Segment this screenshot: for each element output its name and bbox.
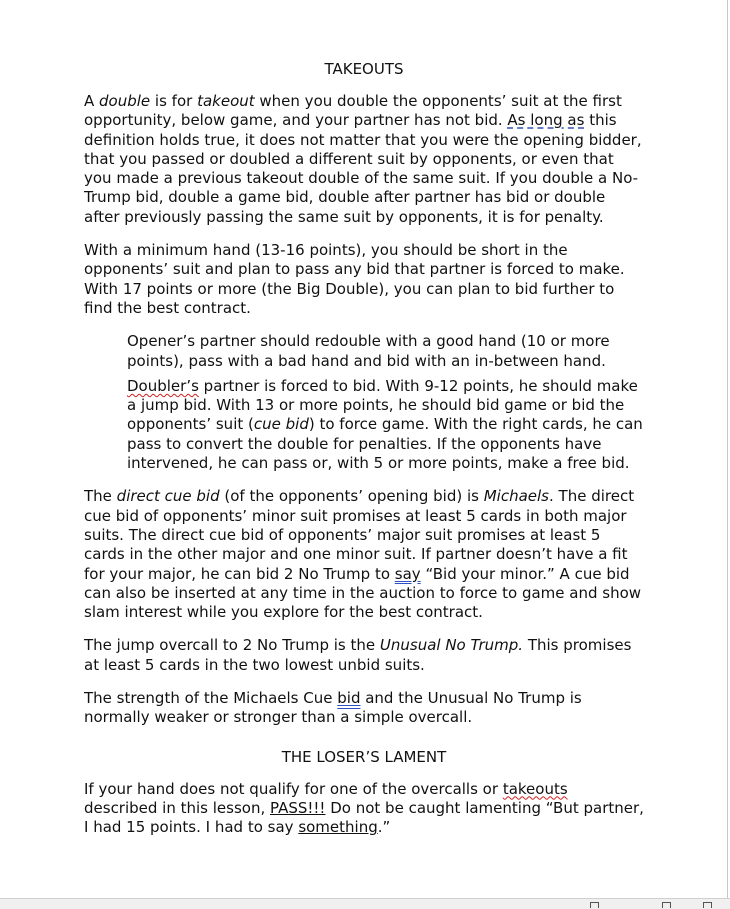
grammar-flag[interactable]: bid	[337, 689, 361, 708]
text-run: described in this lesson,	[84, 798, 271, 817]
text-run: A	[84, 92, 100, 110]
focus-mode-icon[interactable]	[590, 902, 599, 908]
paragraph-minimum-hand: With a minimum hand (13-16 points), you should be short in the opponents’ suit and plan to pass any bid that partner is forced to make. With 17 points or more (the Big Double), you can plan to bid further to find the best contract.	[84, 241, 625, 317]
text-run: The jump overcall to 2 No Trump is the	[84, 636, 380, 655]
grammar-flag[interactable]: As long as	[507, 111, 585, 130]
text-run-underlined: PASS!!!	[270, 798, 326, 817]
text-run: This promises at least 5 cards in the two lowest unbid suits.	[84, 636, 632, 674]
spelling-flag[interactable]: Doubler’s	[127, 376, 199, 395]
text-run-italic: Unusual No Trump.	[379, 636, 524, 655]
text-run: . The direct cue bid of opponents’ minor suit promises at least 5 cards in both major suits. The direct cue bid of opponents’ major suit promises at least 5 cards in the other major and one minor suit. If partner doesn’t have a fit for your major, he can bid 2 No Trump to	[84, 487, 635, 583]
text-run: partner is forced to bid. With 9-12 points, he should make a jump bid. With 13 or more points, he should bid game or bid the opponents’ suit (	[127, 376, 638, 434]
paragraph-doubler-partner	[127, 377, 644, 473]
text-run-italic: Michaels	[483, 487, 549, 506]
text-run: is for	[150, 92, 198, 110]
text-run-italic: direct cue bid	[116, 487, 220, 506]
paragraph-pass	[84, 780, 644, 838]
text-run-italic: cue bid	[253, 415, 309, 434]
paragraph-unusual-no-trump	[84, 636, 644, 675]
print-layout-icon[interactable]	[703, 902, 712, 908]
text-run: Do not be caught lamenting “But partner, I had 15 points. I had to say	[84, 798, 644, 837]
heading-losers-lament: THE LOSER’S LAMENT	[281, 747, 447, 766]
text-run: If your hand does not qualify for one of the overcalls or	[84, 779, 503, 798]
text-run: and the Unusual No Trump is normally weaker or stronger than a simple overcall.	[84, 689, 582, 727]
text-run-italic: takeout	[197, 92, 255, 110]
text-run: “Bid your minor.” A cue bid can also be inserted at any time in the auction to force to game and show slam interest while you explore for the best contract.	[84, 564, 642, 622]
text-run-underlined: something	[298, 818, 378, 837]
paragraph-opener-partner: Opener’s partner should redouble with a good hand (10 or more points), pass with a bad hand and bid with an in-between hand.	[127, 332, 610, 370]
grammar-flag[interactable]: say	[394, 564, 421, 583]
text-run: ) to force game. With the right cards, he can pass to convert the double for penalties. If the opponents have intervened, he can pass or, with 5 or more points, make a free bid.	[127, 415, 643, 473]
text-run: this definition holds true, it does not matter that you were the opening bidder, that you passed or doubled a different suit by opponents, or even that you made a previous takeout double of the same suit. If you double a No-Trump bid, double a game bid, double after partner has bid or double after previously passing the same suit by opponents, it is for penalty.	[84, 111, 642, 226]
text-run: (of the opponents’ opening bid) is	[219, 487, 484, 506]
status-bar	[0, 898, 730, 909]
spelling-flag[interactable]: takeouts	[502, 779, 568, 798]
paragraph-takeout-double	[84, 92, 644, 227]
paragraph-strength	[84, 689, 644, 728]
document-body	[84, 60, 644, 852]
text-run: The strength of the Michaels Cue	[84, 689, 338, 708]
text-run-italic: double	[99, 92, 151, 110]
text-run: when you double the opponents’ suit at the first opportunity, below game, and your partner has not bid.	[84, 92, 622, 130]
read-mode-icon[interactable]	[662, 902, 671, 908]
text-run: .”	[377, 818, 391, 837]
text-run: The	[84, 487, 117, 506]
paragraph-michaels	[84, 487, 644, 622]
heading-takeouts: TAKEOUTS	[324, 60, 404, 78]
